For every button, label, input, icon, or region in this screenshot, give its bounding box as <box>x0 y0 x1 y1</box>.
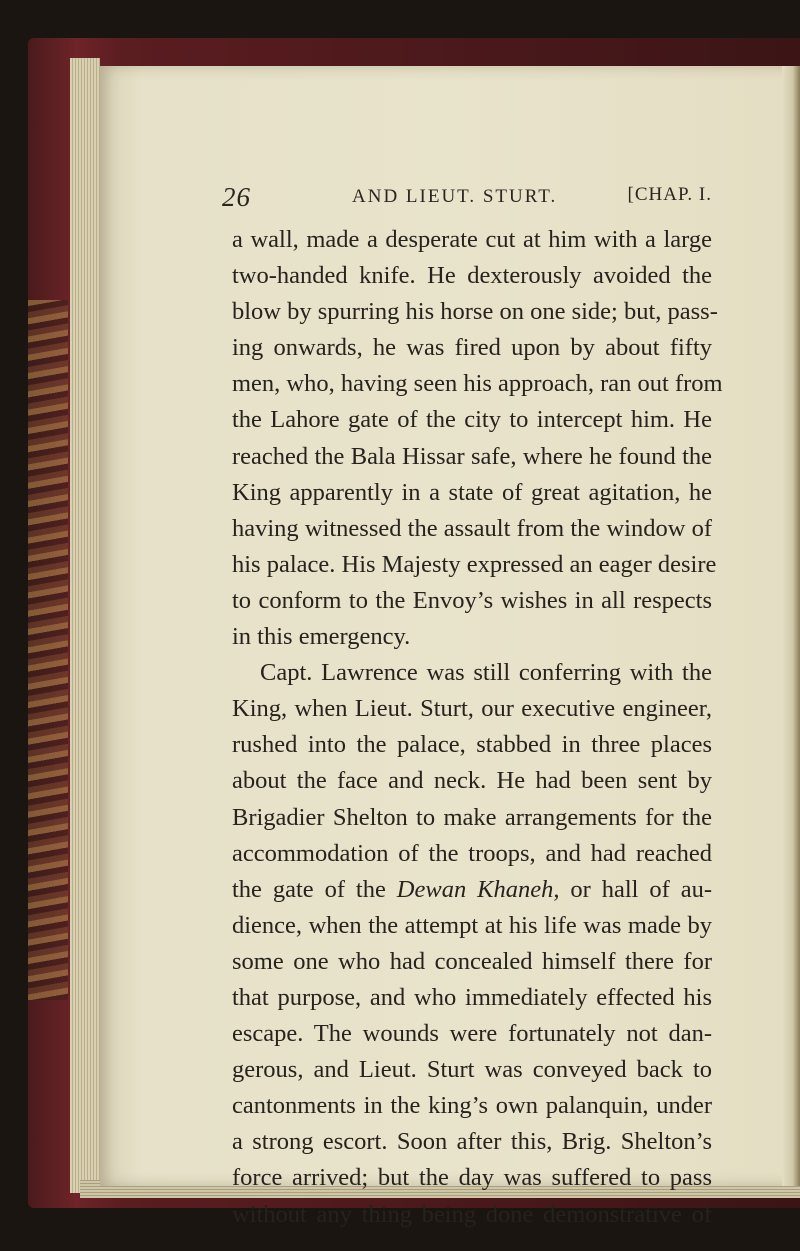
text-fragment: the gate of the <box>232 875 397 903</box>
text-line: a strong escort. Soon after this, Brig. Shelton’s <box>232 1128 712 1156</box>
chapter-reference: [CHAP. I. <box>627 184 712 205</box>
text-line: in this emergency. <box>232 623 411 651</box>
page-edges-left <box>70 58 100 1193</box>
text-line: Brigadier Shelton to make arrangements for the <box>232 803 712 831</box>
text-line: without any thing being done demonstrative of <box>232 1200 712 1228</box>
text-fragment: or hall of au- <box>559 875 713 903</box>
text-line: having witnessed the assault from the window of <box>232 514 712 542</box>
text-line: King, when Lieut. Sturt, our executive engineer, <box>232 695 712 723</box>
text-line: escape. The wounds were fortunately not dan- <box>232 1020 712 1048</box>
text-line: the Lahore gate of the city to intercept him. He <box>232 406 712 434</box>
text-line: blow by spurring his horse on one side; but, pass- <box>232 298 718 326</box>
page-header <box>222 182 712 212</box>
text-line: cantonments in the king’s own palanquin, under <box>232 1092 712 1120</box>
text-line: gerous, and Lieut. Sturt was conveyed back to <box>232 1056 712 1084</box>
text-line: ing onwards, he was fired upon by about fifty <box>232 334 712 362</box>
page-number: 26 <box>222 182 251 212</box>
text-line: about the face and neck. He had been sent by <box>232 767 712 795</box>
text-line: Capt. Lawrence was still conferring with the <box>260 659 712 687</box>
marbled-edge <box>28 300 68 1000</box>
text-line: force arrived; but the day was suffered to pass <box>232 1164 712 1192</box>
text-line: a wall, made a desperate cut at him with a large <box>232 226 712 253</box>
text-line: accommodation of the troops, and had reached <box>232 839 712 867</box>
running-head: AND LIEUT. STURT. <box>352 186 558 207</box>
text-line: that purpose, and who immediately effected his <box>232 983 712 1011</box>
text-line: men, who, having seen his approach, ran out from <box>232 370 723 398</box>
italic-term: Dewan Khaneh, <box>396 875 560 903</box>
page-right-edge <box>782 66 800 1186</box>
body-text <box>232 222 723 1233</box>
text-line: to conform to the Envoy’s wishes in all respects <box>232 586 712 614</box>
text-line: dience, when the attempt at his life was made by <box>232 911 712 939</box>
text-line: two-handed knife. He dexterously avoided the <box>232 262 712 290</box>
text-line <box>232 872 712 908</box>
text-line: reached the Bala Hissar safe, where he found the <box>232 442 712 470</box>
text-line: rushed into the palace, stabbed in three places <box>232 731 712 759</box>
text-line: some one who had concealed himself there for <box>232 947 712 975</box>
text-line: his palace. His Majesty expressed an eager desire <box>232 550 717 578</box>
text-line: King apparently in a state of great agitation, he <box>232 478 712 506</box>
